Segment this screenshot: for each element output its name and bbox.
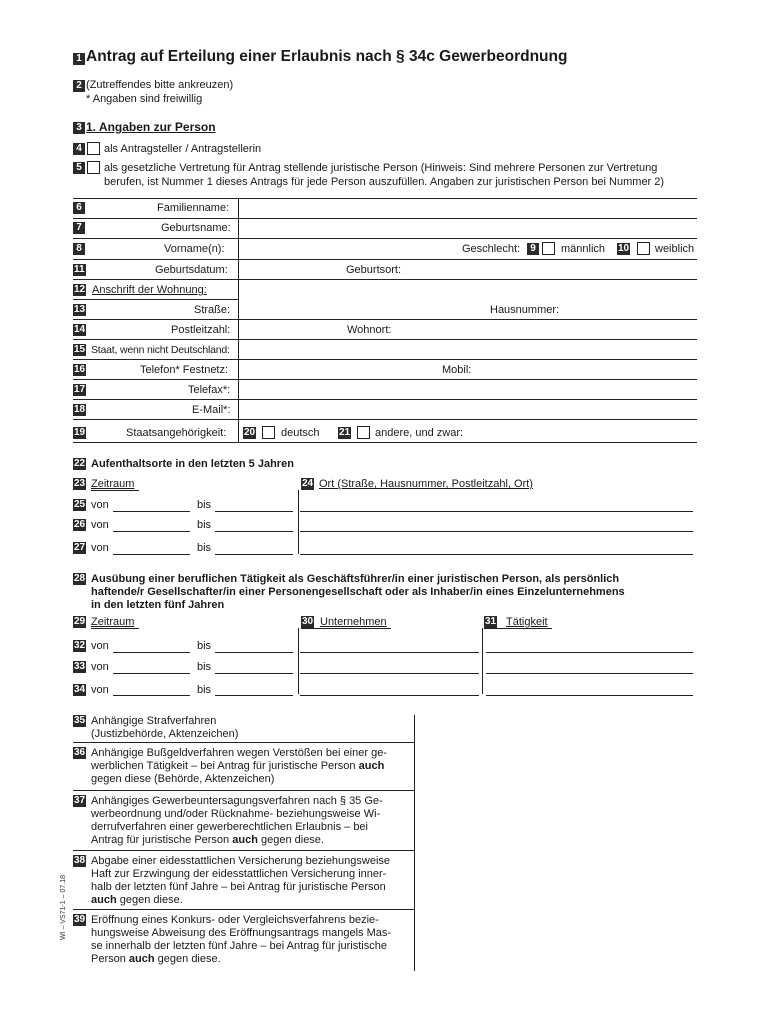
item-number: 39	[74, 914, 86, 925]
input-line-unternehmen[interactable]	[300, 695, 479, 696]
grid-line	[73, 379, 697, 380]
input-line-von[interactable]	[113, 511, 190, 512]
item-number: 28	[74, 573, 86, 584]
item-number: 23	[74, 478, 86, 489]
answer-bussgeldverfahren[interactable]	[416, 743, 696, 790]
input-line-von[interactable]	[113, 695, 190, 696]
row-text: hungsweise Abweisung des Eröffnungsantrags mangels Mas-	[91, 927, 392, 939]
label-von: von	[91, 519, 109, 531]
item-number: 24	[302, 478, 314, 489]
section-heading: Ausübung einer beruflichen Tätigkeit als Geschäftsführer/in einer juristischen Person, als persönlich	[91, 573, 620, 585]
checkbox-vertretung[interactable]	[87, 161, 100, 174]
input-line-taetigkeit[interactable]	[486, 673, 693, 674]
item-number: 31	[485, 616, 497, 627]
label-andere: andere, und zwar:	[375, 427, 464, 439]
input-line-taetigkeit[interactable]	[486, 652, 693, 653]
label-geschlecht: Geschlecht:	[462, 243, 521, 255]
answer-konkursverfahren[interactable]	[416, 910, 696, 970]
grid-line	[73, 319, 697, 320]
item-number: 7	[73, 222, 85, 234]
section-heading: Aufenthaltsorte in den letzten 5 Jahren	[91, 458, 294, 470]
label-familienname: Familienname:	[157, 202, 230, 214]
item-number: 20	[244, 427, 256, 438]
input-line-bis[interactable]	[215, 554, 293, 555]
column-zeitraum: Zeitraum	[91, 478, 135, 490]
answer-eidesstattliche-versicherung[interactable]	[416, 851, 696, 909]
item-number: 19	[74, 427, 86, 438]
row-text: werbeordnung und/oder Rücknahme- beziehungsweise Wi-	[91, 808, 381, 820]
grid-line	[73, 259, 697, 260]
checkbox-maennlich[interactable]	[542, 242, 555, 255]
grid-divider	[414, 715, 415, 971]
label-anschrift: Anschrift der Wohnung:	[92, 284, 207, 296]
input-line-bis[interactable]	[215, 511, 293, 512]
column-taetigkeit: Tätigkeit	[506, 616, 548, 628]
grid-divider	[298, 628, 299, 694]
label-bis: bis	[197, 519, 212, 531]
intro-note: * Angaben sind freiwillig	[86, 93, 203, 105]
intro-hint: (Zutreffendes bitte ankreuzen)	[86, 79, 234, 91]
grid-divider	[482, 628, 483, 694]
item-number: 9	[527, 243, 539, 255]
label-telefax: Telefax*:	[188, 384, 231, 396]
input-line-bis[interactable]	[215, 695, 293, 696]
label-von: von	[91, 640, 109, 652]
item-number: 8	[73, 243, 85, 255]
input-line-bis[interactable]	[215, 652, 293, 653]
row-text: Antrag für juristische Person auch gegen diese.	[91, 834, 324, 846]
item-number: 26	[74, 519, 86, 530]
item-number: 30	[302, 616, 314, 627]
section-heading: haftende/r Gesellschafter/in einer Personengesellschaft oder als Inhaber/in eines Einzelunternehmens	[91, 586, 625, 598]
label-wohnort: Wohnort:	[347, 324, 392, 336]
column-ort: Ort (Straße, Hausnummer, Postleitzahl, Ort)	[319, 478, 533, 490]
input-line-ort[interactable]	[300, 554, 693, 555]
row-text: Eröffnung eines Konkurs- oder Vergleichsverfahrens bezie-	[91, 914, 379, 926]
label-strasse: Straße:	[194, 304, 231, 316]
label-von: von	[91, 661, 109, 673]
row-text: Abgabe einer eidesstattlichen Versicherung beziehungsweise	[91, 855, 391, 867]
grid-line	[73, 299, 238, 300]
item-number: 29	[74, 616, 86, 627]
label-bis: bis	[197, 661, 212, 673]
item-number: 22	[74, 458, 86, 469]
row-text: gegen diese (Behörde, Aktenzeichen)	[91, 773, 275, 785]
item-number: 38	[74, 855, 86, 866]
input-line-ort[interactable]	[300, 511, 693, 512]
row-text: Haft zur Erzwingung der eidesstattlichen Versicherung inner-	[91, 868, 387, 880]
grid-line	[73, 790, 414, 791]
label-von: von	[91, 542, 109, 554]
item-number: 2	[73, 80, 85, 92]
label-weiblich: weiblich	[655, 243, 695, 255]
answer-gewerbeuntersagung[interactable]	[416, 791, 696, 850]
grid-line	[91, 490, 139, 491]
item-number: 37	[74, 795, 86, 806]
item-number: 6	[73, 202, 85, 214]
checkbox-deutsch[interactable]	[262, 426, 275, 439]
label-hausnummer: Hausnummer:	[490, 304, 560, 316]
row-text: auch gegen diese.	[91, 894, 183, 906]
section-title: 1. Angaben zur Person	[86, 120, 216, 134]
form-code: WI – VS71-1 – 07.18	[60, 875, 67, 940]
label-bis: bis	[197, 499, 212, 511]
grid-line	[73, 909, 414, 910]
label-geburtsort: Geburtsort:	[346, 264, 402, 276]
input-line-unternehmen[interactable]	[300, 673, 479, 674]
label-telefon: Telefon* Festnetz:	[140, 364, 229, 376]
grid-line	[73, 442, 697, 443]
label-staatsangehoerigkeit: Staatsangehörigkeit:	[126, 427, 227, 439]
item-number: 25	[74, 499, 86, 510]
field-geburtsname[interactable]	[240, 219, 695, 237]
grid-divider	[238, 198, 239, 443]
grid-line	[91, 628, 139, 629]
item-number: 15	[74, 344, 86, 355]
item-number: 12	[74, 284, 86, 295]
grid-divider	[298, 490, 299, 554]
option-label: als gesetzliche Vertretung für Antrag stellende juristische Person (Hinweis: Sind mehrere Personen zur Vertretung	[104, 162, 658, 174]
item-number: 11	[74, 264, 85, 275]
item-number: 32	[74, 640, 86, 651]
column-zeitraum: Zeitraum	[91, 616, 135, 628]
item-number: 10	[618, 243, 630, 254]
field-familienname[interactable]	[240, 199, 695, 217]
row-text: Anhängiges Gewerbeuntersagungsverfahren nach § 35 Ge-	[91, 795, 383, 807]
label-bis: bis	[197, 640, 212, 652]
column-unternehmen: Unternehmen	[320, 616, 387, 628]
item-number: 27	[74, 542, 86, 553]
grid-line	[73, 279, 697, 280]
row-text: derrufverfahren einer gewerberechtlichen Erlaubnis – bei	[91, 821, 368, 833]
grid-line	[73, 399, 697, 400]
input-line-von[interactable]	[113, 652, 190, 653]
label-plz: Postleitzahl:	[171, 324, 231, 336]
grid-line	[73, 850, 414, 851]
item-number: 1	[73, 53, 85, 65]
label-email: E-Mail*:	[192, 404, 231, 416]
checkbox-andere[interactable]	[357, 426, 370, 439]
item-number: 36	[74, 747, 86, 758]
section-heading: in den letzten fünf Jahren	[91, 599, 225, 611]
label-vorname: Vorname(n):	[164, 243, 225, 255]
form-title: Antrag auf Erteilung einer Erlaubnis nach § 34c Gewerbeordnung	[86, 48, 568, 65]
row-text: halb der letzten fünf Jahre – bei Antrag für juristische Person	[91, 881, 386, 893]
checkbox-antragsteller[interactable]	[87, 142, 100, 155]
label-geburtsdatum: Geburtsdatum:	[155, 264, 228, 276]
item-number: 17	[74, 384, 86, 395]
grid-line	[73, 419, 697, 420]
item-number: 16	[74, 364, 86, 375]
item-number: 18	[74, 404, 86, 415]
item-number: 4	[73, 143, 85, 155]
label-deutsch: deutsch	[281, 427, 320, 439]
item-number: 35	[74, 715, 86, 726]
row-text: werblichen Tätigkeit – bei Antrag für juristische Person auch	[91, 760, 385, 772]
input-line-von[interactable]	[113, 531, 190, 532]
label-mobil: Mobil:	[442, 364, 472, 376]
row-text: Anhängige Strafverfahren	[91, 715, 217, 727]
row-text: (Justizbehörde, Aktenzeichen)	[91, 728, 239, 740]
label-geburtsname: Geburtsname:	[161, 222, 231, 234]
item-number: 14	[74, 324, 86, 335]
row-text: Anhängige Bußgeldverfahren wegen Verstößen bei einer ge-	[91, 747, 387, 759]
label-staat: Staat, wenn nicht Deutschland:	[91, 344, 230, 356]
item-number: 13	[74, 304, 86, 315]
grid-line	[301, 628, 391, 629]
item-number: 21	[339, 427, 351, 438]
item-number: 5	[73, 162, 85, 174]
input-line-von[interactable]	[113, 673, 190, 674]
input-line-bis[interactable]	[215, 673, 293, 674]
input-line-unternehmen[interactable]	[300, 652, 479, 653]
grid-line	[484, 628, 552, 629]
answer-strafverfahren[interactable]	[416, 715, 696, 742]
row-text: Person auch gegen diese.	[91, 953, 221, 965]
item-number: 34	[74, 684, 86, 695]
input-line-ort[interactable]	[300, 531, 693, 532]
input-line-von[interactable]	[113, 554, 190, 555]
option-label: berufen, ist Nummer 1 dieses Antrags für jede Person auszufüllen. Angaben zur juristischen Person bei Nummer 2)	[104, 176, 665, 188]
grid-line	[73, 359, 697, 360]
grid-line	[73, 742, 414, 743]
item-number: 3	[73, 122, 85, 134]
grid-line	[73, 238, 697, 239]
grid-line	[73, 339, 697, 340]
label-von: von	[91, 684, 109, 696]
item-number: 33	[74, 661, 86, 672]
option-label: als Antragsteller / Antragstellerin	[104, 143, 262, 155]
label-bis: bis	[197, 542, 212, 554]
label-von: von	[91, 499, 109, 511]
label-maennlich: männlich	[561, 243, 606, 255]
input-line-taetigkeit[interactable]	[486, 695, 693, 696]
row-text: se innerhalb der letzten fünf Jahre – bei Antrag für juristische	[91, 940, 387, 952]
checkbox-weiblich[interactable]	[637, 242, 650, 255]
label-bis: bis	[197, 684, 212, 696]
input-line-bis[interactable]	[215, 531, 293, 532]
